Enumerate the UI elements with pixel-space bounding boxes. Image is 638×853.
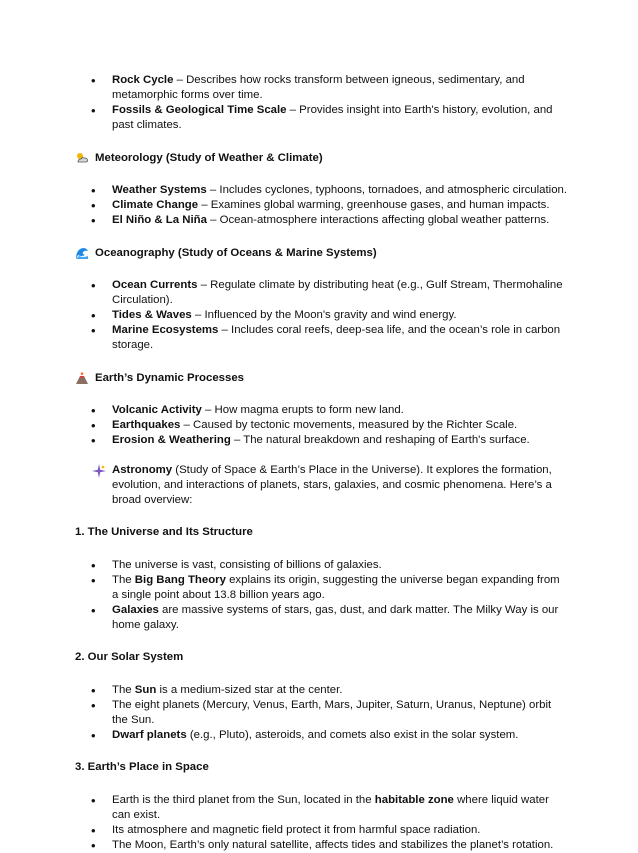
list-item-text: – Describes how rocks transform between igneous, sedimentary, and metamorphic forms over time. xyxy=(112,74,525,101)
dynamic-heading xyxy=(75,370,568,386)
list-item-text: – Provides insight into Earth's history, evolution, and past climates. xyxy=(112,104,553,131)
section-2-list xyxy=(75,683,568,743)
astronomy-term: Astronomy xyxy=(112,464,173,476)
list-item xyxy=(75,558,568,573)
list-item-term: Marine Ecosystems xyxy=(112,324,219,336)
section-1-list xyxy=(75,558,568,633)
list-item-term: Earthquakes xyxy=(112,419,181,431)
list-item-text: where liquid water can exist. xyxy=(112,794,549,821)
list-item xyxy=(75,323,568,353)
list-item xyxy=(75,573,568,603)
list-item-text: Its atmosphere and magnetic field protect it from harmful space radiation. xyxy=(112,824,481,836)
list-item-text: (e.g., Pluto), asteroids, and comets also exist in the solar system. xyxy=(186,729,519,741)
list-item-term: Dwarf planets xyxy=(112,729,187,741)
list-item-text: – Ocean-atmosphere interactions affecting global weather patterns. xyxy=(206,214,550,226)
dynamic-heading-text: Earth’s Dynamic Processes xyxy=(95,371,245,384)
list-item-text: – Regulate climate by distributing heat (e.g., Gulf Stream, Thermohaline Circulation). xyxy=(112,279,563,306)
section-3-list xyxy=(75,793,568,853)
list-item-term: Weather Systems xyxy=(112,184,207,196)
list-item-text: – Examines global warming, greenhouse gases, and human impacts. xyxy=(198,199,550,211)
list-item xyxy=(75,683,568,698)
list-item-term: El Niño & La Niña xyxy=(112,214,207,226)
list-item xyxy=(75,403,568,418)
list-item-term: Big Bang Theory xyxy=(134,574,226,586)
list-item-term: Galaxies xyxy=(112,604,159,616)
meteorology-list xyxy=(75,183,568,228)
list-item-term: Erosion & Weathering xyxy=(112,434,231,446)
list-item-text: The eight planets (Mercury, Venus, Earth, Mars, Jupiter, Saturn, Uranus, Neptune) orbit the Sun. xyxy=(112,699,552,726)
list-item xyxy=(75,103,568,133)
list-item-text: – The natural breakdown and reshaping of Earth's surface. xyxy=(230,434,530,446)
list-item-text: The xyxy=(112,574,135,586)
list-item xyxy=(75,433,568,448)
section-2-heading: 2. Our Solar System xyxy=(75,651,184,663)
list-item-text: is a medium-sized star at the center. xyxy=(156,684,343,696)
oceanography-list xyxy=(75,278,568,353)
list-item-term: Rock Cycle xyxy=(112,74,174,86)
list-item-text: explains its origin, suggesting the universe began expanding from a single point about 13.8 billion years ago. xyxy=(112,574,560,601)
list-item xyxy=(75,418,568,433)
oceanography-heading-text: Oceanography (Study of Oceans & Marine Systems) xyxy=(95,246,377,259)
list-item xyxy=(75,73,568,103)
list-item xyxy=(75,823,568,838)
list-item-text: The Moon, Earth’s only natural satellite, affects tides and stabilizes the planet’s rotation. xyxy=(112,839,554,851)
list-item-text: – Influenced by the Moon's gravity and wind energy. xyxy=(191,309,457,321)
list-item xyxy=(75,793,568,823)
list-item-term: Sun xyxy=(134,684,157,696)
list-item-text: are massive systems of stars, gas, dust, and dark matter. The Milky Way is our home galaxy. xyxy=(112,604,559,631)
list-item-term: Volcanic Activity xyxy=(112,404,202,416)
oceanography-heading xyxy=(75,245,568,261)
list-item-text: – Includes coral reefs, deep-sea life, and the ocean’s role in carbon storage. xyxy=(112,324,561,351)
list-item xyxy=(75,278,568,308)
astronomy-text: (Study of Space & Earth’s Place in the Universe). It explores the formation, evolution, and interactions of planets, stars, galaxies, and cosmic phenomena. Here’s a broad overview: xyxy=(112,464,552,506)
list-item-term: Ocean Currents xyxy=(112,279,198,291)
geology-list xyxy=(75,73,568,133)
list-item-text: – Includes cyclones, typhoons, tornadoes, and atmospheric circulation. xyxy=(206,184,568,196)
list-item-text: – Caused by tectonic movements, measured by the Richter Scale. xyxy=(180,419,518,431)
volcano-icon xyxy=(75,371,89,385)
section-1-heading: 1. The Universe and Its Structure xyxy=(75,526,253,538)
list-item-term: Fossils & Geological Time Scale xyxy=(112,104,287,116)
list-item-text: The universe is vast, consisting of billions of galaxies. xyxy=(112,559,382,571)
list-item xyxy=(75,603,568,633)
wave-icon xyxy=(75,246,89,260)
list-item xyxy=(75,308,568,323)
list-item-term: Tides & Waves xyxy=(112,309,192,321)
list-item xyxy=(75,183,568,198)
list-item xyxy=(75,198,568,213)
section-3-heading: 3. Earth’s Place in Space xyxy=(75,761,209,773)
list-item xyxy=(75,213,568,228)
list-item-text: Earth is the third planet from the Sun, located in the xyxy=(112,794,375,806)
meteorology-heading-text: Meteorology (Study of Weather & Climate) xyxy=(95,151,323,164)
dynamic-list xyxy=(75,403,568,448)
list-item-term: habitable zone xyxy=(374,794,454,806)
list-item xyxy=(75,698,568,728)
meteorology-heading xyxy=(75,150,568,166)
astronomy-intro xyxy=(75,463,568,508)
list-item-term: Climate Change xyxy=(112,199,199,211)
list-item-text: The xyxy=(112,684,135,696)
cloud-sun-icon xyxy=(75,151,89,165)
list-item-text: – How magma erupts to form new land. xyxy=(201,404,404,416)
list-item xyxy=(75,838,568,853)
list-item xyxy=(75,728,568,743)
sparkle-icon xyxy=(92,464,106,478)
